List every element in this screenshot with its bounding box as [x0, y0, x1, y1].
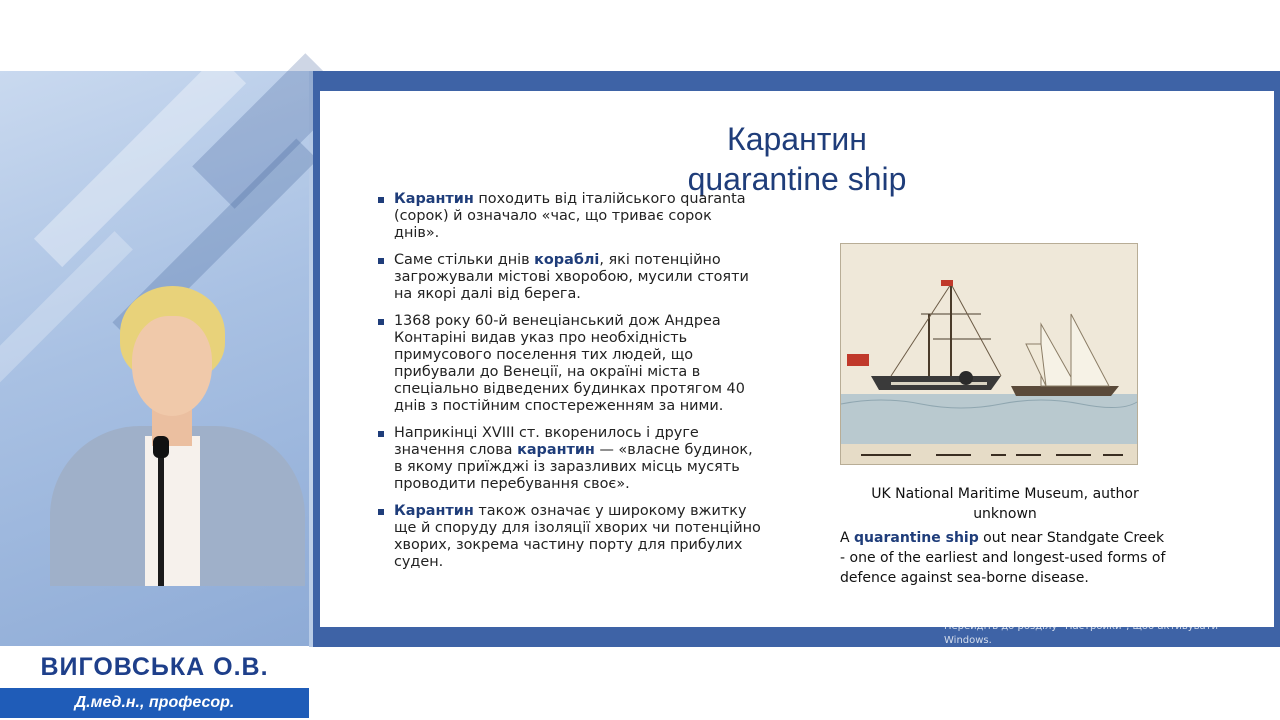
windows-activation-watermark: [944, 600, 1264, 648]
picture-credit: UK National Maritime Museum, author unknown: [871, 486, 1139, 522]
bullet-item: Саме стільки днів кораблі, які потенційно загрожували містові хворобою, мусили стояти на якорі далі від берега.: [376, 252, 761, 303]
bullet-item: Карантин також означає у широкому вжитку ще й споруду для ізоляції хворих чи потенційно хворих, зокрема частину порту для прибулих суден.: [376, 503, 761, 571]
speaker-name-plate: [0, 646, 309, 688]
speaker-video-panel: [0, 71, 309, 711]
bullet-keyword: Карантин: [394, 503, 474, 519]
speaker-title-plate: [0, 688, 309, 718]
speaker-shirt: [145, 436, 200, 586]
bullet-item: Наприкінці XVIII ст. вкоренилось і друге значення слова карантин — «власне будинок, в якому приїжджі із заразливих місць мусять проводити перебування своє».: [376, 425, 761, 493]
bullet-keyword: Карантин: [394, 191, 474, 207]
speaker-figure: [40, 286, 310, 586]
slide-title-line1: Карантин: [727, 121, 867, 157]
slide-title-line2: quarantine ship: [687, 161, 907, 197]
top-band: [0, 0, 1280, 71]
activation-subtitle: Перейдіть до розділу "Настройки", щоб активувати Windows.: [944, 621, 1218, 646]
picture-caption: UK National Maritime Museum, author unknown A quarantine ship out near Standgate Creek - one of the earliest and longest-used forms of defence against sea-borne disease.: [840, 484, 1170, 588]
microphone-icon: [153, 436, 169, 458]
slide-title: [320, 119, 1274, 199]
ship-painting-image: [840, 243, 1138, 465]
speaker-face: [132, 316, 212, 416]
presentation-slide: [320, 91, 1274, 627]
microphone-stand: [158, 446, 164, 586]
speaker-title: Д.мед.н., професор.: [74, 694, 235, 711]
bullet-keyword: кораблі: [534, 252, 600, 268]
bullet-keyword: карантин: [517, 442, 595, 458]
speaker-name: ВИГОВСЬКА О.В.: [40, 652, 269, 681]
caption-keyword: quarantine ship: [854, 530, 979, 546]
ship-illustration: [841, 244, 1137, 464]
bullet-item: Карантин походить від італійського quaranta (сорок) й означало «час, що триває сорок днів».: [376, 191, 761, 242]
bullet-item: 1368 року 60-й венеціанський дож Андреа Контаріні видав указ про необхідність примусового поселення тих людей, що прибували до Венеції, на окраїні міста в спеціально відведених будинках протягом 40 днів з постійним спостереженням за ними.: [376, 313, 761, 415]
activation-title: Активація Windows: [944, 600, 1085, 616]
slide-bullet-list: [376, 191, 761, 581]
